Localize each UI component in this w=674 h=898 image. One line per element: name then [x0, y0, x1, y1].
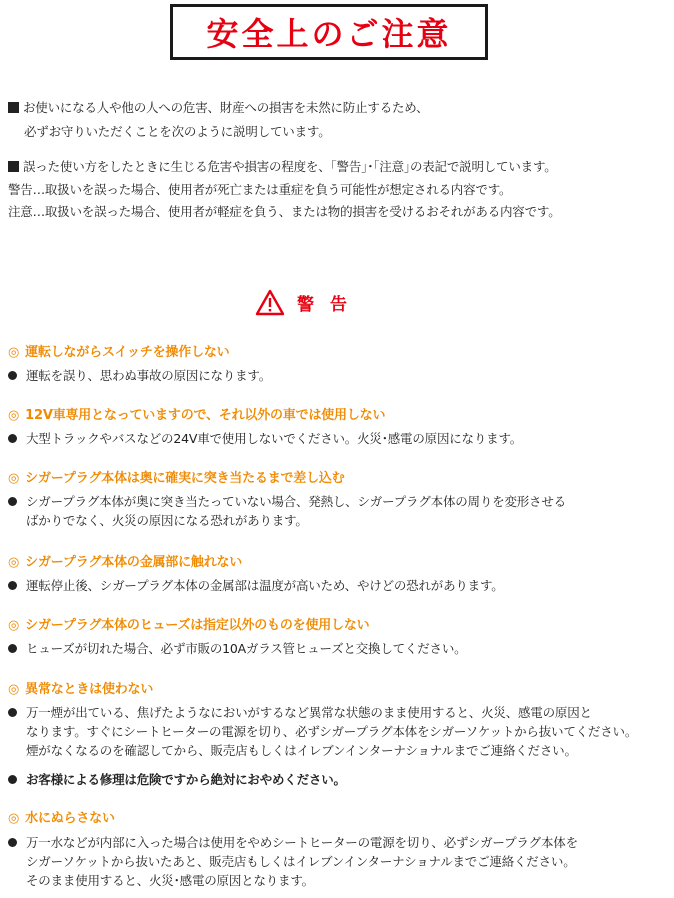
title-box [170, 4, 488, 60]
bullet-text-line: そのまま使用すると、火災･感電の原因となります。 [26, 873, 314, 888]
double-circle-icon: ◎ [8, 618, 20, 633]
bullet-text-line: お客様による修理は危険ですから絶対におやめください。 [26, 772, 346, 787]
intro-text-line: 注意…取扱いを誤った場合、使用者が軽症を負う、または物的損害を受けるおそれがある内容です。 [8, 204, 561, 219]
bullet-text-line: 大型トラックやバスなどの24V車で使用しないでください。火災･感電の原因になります。 [26, 431, 523, 446]
section-heading [8, 404, 385, 423]
intro-line [8, 157, 557, 175]
bullet-item [8, 576, 504, 595]
bullet-dot-icon [8, 434, 17, 443]
bullet-text-line: ヒューズが切れた場合、必ず市販の10Aガラス管ヒューズと交換してください。 [26, 641, 467, 656]
bullet-item [8, 703, 637, 760]
double-circle-icon: ◎ [8, 555, 20, 570]
section-heading-text: 12V車専用となっていますので、それ以外の車では使用しない [25, 408, 386, 423]
section-heading [8, 551, 242, 570]
section-heading [8, 807, 115, 826]
bullet-dot-icon [8, 775, 17, 784]
section-heading-text: 水にぬらさない [25, 811, 115, 826]
section-heading-text: シガープラグ本体の金属部に触れない [25, 555, 243, 570]
page-title: 安全上のご注意 [206, 15, 452, 53]
bullet-item [8, 429, 522, 448]
section-heading [8, 614, 369, 633]
warning-label: 警告 [297, 294, 363, 315]
intro-line [8, 98, 428, 116]
double-circle-icon: ◎ [8, 811, 20, 826]
double-circle-icon: ◎ [8, 408, 20, 423]
bullet-dot-icon [8, 497, 17, 506]
bullet-dot-icon [8, 838, 17, 847]
bullet-text-line: シガープラグ本体が奥に突き当たっていない場合、発熱し、シガープラグ本体の周りを変形させる [26, 494, 566, 509]
bullet-text-line: ばかりでなく、火災の原因になる恐れがあります。 [26, 513, 308, 528]
bullet-text-line: 万一水などが内部に入った場合は使用をやめシートヒーターの電源を切り、必ずシガープラグ本体を [26, 835, 578, 850]
double-circle-icon: ◎ [8, 682, 20, 697]
bullet-item [8, 833, 578, 890]
intro-line [8, 202, 561, 220]
bullet-text-line: なります。すぐにシートヒーターの電源を切り、必ずシガープラグ本体をシガーソケットから抜いてください。 [26, 724, 638, 739]
intro-line [8, 180, 511, 198]
section-heading-text: シガープラグ本体のヒューズは指定以外のものを使用しない [25, 618, 370, 633]
bullet-text-line: 煙がなくなるのを確認してから、販売店もしくはイレブンインターナショナルまでご連絡ください。 [26, 743, 577, 758]
bullet-item [8, 492, 566, 530]
section-heading [8, 341, 229, 360]
intro-text-line: 必ずお守りいただくことを次のように説明しています。 [24, 124, 331, 139]
square-bullet-icon [8, 102, 19, 113]
bullet-item [8, 639, 466, 658]
section-heading-text: シガープラグ本体は奥に確実に突き当たるまで差し込む [25, 471, 345, 486]
double-circle-icon: ◎ [8, 471, 20, 486]
bullet-dot-icon [8, 371, 17, 380]
section-heading-text: 運転しながらスイッチを操作しない [25, 345, 230, 360]
bullet-text-line: シガーソケットから抜いたあと、販売店もしくはイレブンインターナショナルまでご連絡ください。 [26, 854, 576, 869]
section-heading [8, 678, 153, 697]
bullet-dot-icon [8, 644, 17, 653]
intro-text-line: お使いになる人や他の人への危害、財産への損害を未然に防止するため、 [23, 100, 429, 115]
bullet-dot-icon [8, 581, 17, 590]
bullet-dot-icon [8, 708, 17, 717]
square-bullet-icon [8, 161, 19, 172]
bullet-item [8, 770, 346, 789]
double-circle-icon: ◎ [8, 345, 20, 360]
section-heading-text: 異常なときは使わない [25, 682, 154, 697]
bullet-item [8, 366, 271, 385]
bullet-text-line: 運転を誤り、思わぬ事故の原因になります。 [26, 368, 272, 383]
bullet-text-line: 万一煙が出ている、焦げたようなにおいがするなど異常な状態のまま使用すると、火災、感電の原因と [26, 705, 592, 720]
warning-triangle-icon [255, 289, 285, 316]
section-heading [8, 467, 345, 486]
bullet-text-line: 運転停止後、シガープラグ本体の金属部は温度が高いため、やけどの恐れがあります。 [26, 578, 504, 593]
warning-heading [255, 287, 363, 317]
intro-line [24, 122, 331, 140]
intro-text-line: 警告…取扱いを誤った場合、使用者が死亡または重症を負う可能性が想定される内容です。 [8, 182, 512, 197]
intro-text-line: 誤った使い方をしたときに生じる危害や損害の程度を、｢警告｣･｢注意｣の表記で説明しています。 [23, 159, 557, 174]
